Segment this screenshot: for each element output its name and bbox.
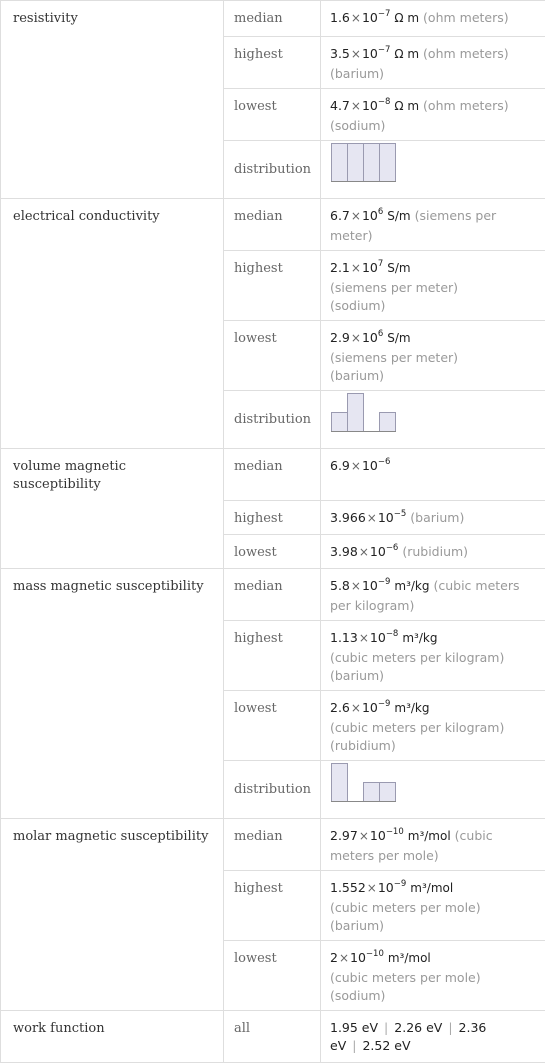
row-label-distribution: distribution — [224, 391, 321, 449]
value-cell: $2.9\times 10^6$ S/m (siemens per meter) (barium) — [321, 321, 545, 391]
table-row — [1, 569, 545, 621]
distribution-cell — [321, 761, 545, 819]
value-cell: $2.1\times 10^7$ S/m (siemens per meter) (sodium) — [321, 251, 545, 321]
distribution-cell — [321, 391, 545, 449]
row-label-highest: highest — [224, 621, 321, 691]
value-cell: $3.5\times 10^{-7}$ Ω m (ohm meters) (barium) — [321, 37, 545, 89]
row-label-highest: highest — [224, 37, 321, 89]
value-cell: $6.7\times 10^6$ S/m (siemens per meter) — [321, 199, 545, 251]
distribution-histogram — [330, 761, 400, 803]
table-row — [1, 819, 545, 871]
work-function-value: 2.36 eV — [330, 1020, 487, 1053]
value-cell: $3.98\times 10^{-6}$ (rubidium) — [321, 535, 545, 569]
row-label-lowest: lowest — [224, 941, 321, 1011]
histogram-bar — [332, 144, 348, 182]
separator: | — [352, 1038, 357, 1053]
row-label-highest: highest — [224, 871, 321, 941]
row-label-lowest: lowest — [224, 321, 321, 391]
row-label-median: median — [224, 199, 321, 251]
work-function-value: 2.26 eV — [394, 1020, 443, 1035]
value-cell: $2.97\times 10^{-10}$ m³/mol (cubic meters per mole) — [321, 819, 545, 871]
histogram-bar — [364, 783, 380, 802]
property-name: mass magnetic susceptibility — [1, 569, 224, 819]
value-cell: $2.6\times 10^{-9}$ m³/kg (cubic meters per kilogram) (rubidium) — [321, 691, 545, 761]
distribution-histogram — [330, 141, 400, 183]
value-cell: $2\times 10^{-10}$ m³/mol (cubic meters per mole) (sodium) — [321, 941, 545, 1011]
table-row — [1, 1, 545, 37]
distribution-cell — [321, 141, 545, 199]
histogram-bar — [332, 764, 348, 802]
distribution-histogram — [330, 391, 400, 433]
histogram-bar — [380, 413, 396, 432]
value-cell — [321, 1011, 545, 1063]
work-function-value: 2.52 eV — [362, 1038, 411, 1053]
property-name: work function — [1, 1011, 224, 1063]
property-name: resistivity — [1, 1, 224, 199]
row-label-median: median — [224, 819, 321, 871]
separator: | — [384, 1020, 389, 1035]
value-cell: $5.8\times 10^{-9}$ m³/kg (cubic meters per kilogram) — [321, 569, 545, 621]
work-function-value: 1.95 eV — [330, 1020, 379, 1035]
row-label-lowest: lowest — [224, 89, 321, 141]
value-cell: $3.966\times 10^{-5}$ (barium) — [321, 501, 545, 535]
property-name: volume magnetic susceptibility — [1, 449, 224, 569]
row-label-highest: highest — [224, 501, 321, 535]
row-label-all: all — [224, 1011, 321, 1063]
table-row — [1, 199, 545, 251]
histogram-bar — [364, 144, 380, 182]
histogram-bar — [380, 783, 396, 802]
row-label-lowest: lowest — [224, 691, 321, 761]
property-name: electrical conductivity — [1, 199, 224, 449]
row-label-median: median — [224, 569, 321, 621]
histogram-bar — [332, 413, 348, 432]
value-cell: $1.552\times 10^{-9}$ m³/mol (cubic meters per mole) (barium) — [321, 871, 545, 941]
row-label-distribution: distribution — [224, 761, 321, 819]
row-label-lowest: lowest — [224, 535, 321, 569]
property-name: molar magnetic susceptibility — [1, 819, 224, 1011]
histogram-bar — [348, 144, 364, 182]
value-cell: $1.6\times 10^{-7}$ Ω m (ohm meters) — [321, 1, 545, 37]
row-label-highest: highest — [224, 251, 321, 321]
value-cell: $1.13\times 10^{-8}$ m³/kg (cubic meters per kilogram) (barium) — [321, 621, 545, 691]
row-label-distribution: distribution — [224, 141, 321, 199]
value-cell: $4.7\times 10^{-8}$ Ω m (ohm meters) (sodium) — [321, 89, 545, 141]
table-row — [1, 449, 545, 501]
histogram-bar — [348, 394, 364, 432]
value-cell: $6.9\times 10^{-6}$ — [321, 449, 545, 501]
row-label-median: median — [224, 449, 321, 501]
histogram-bar — [380, 144, 396, 182]
row-label-median: median — [224, 1, 321, 37]
separator: | — [448, 1020, 453, 1035]
table-row — [1, 1011, 545, 1063]
